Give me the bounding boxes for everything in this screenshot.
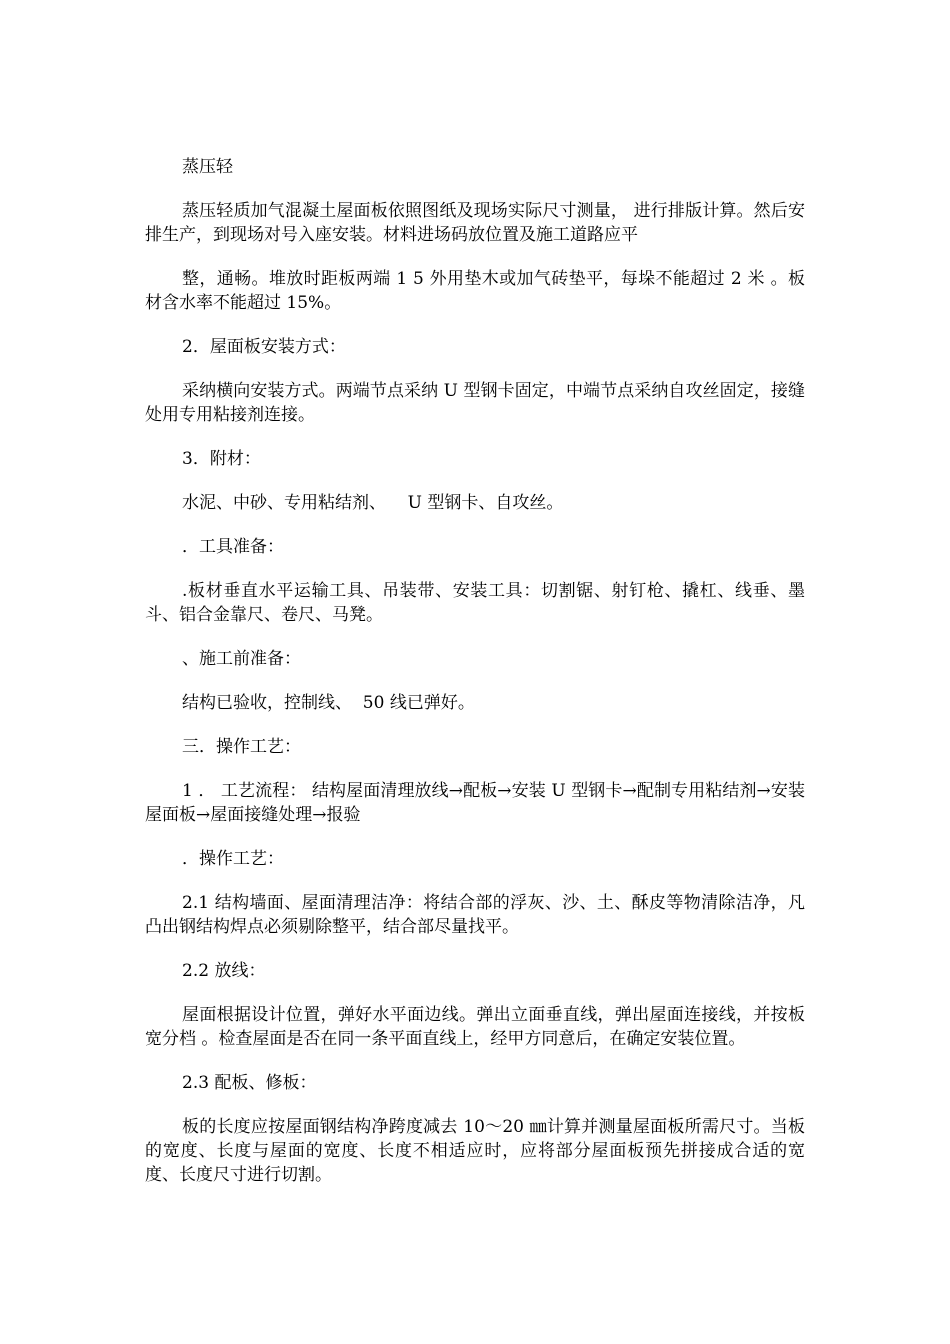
paragraph-heading-preparation: 、施工前准备： [182, 649, 301, 669]
paragraph-tools: .板材垂直水平运输工具、吊装带、安装工具：切割锯、射钉枪、撬杠、线垂、墨斗、铝合金靠尺、卷尺、马凳。 [145, 581, 805, 625]
paragraph-heading-operation: 三．操作工艺： [182, 737, 301, 757]
paragraph-heading-materials: 3．附材： [182, 449, 261, 469]
paragraph-install-method: 采纳横向安装方式。两端节点采纳 U 型钢卡固定，中端节点采纳自攻丝固定，接缝处用专用粘接剂连接。 [145, 381, 805, 425]
paragraph-step-2-3: 板的长度应按屋面钢结构净跨度减去 10～20 ㎜计算并测量屋面板所需尺寸。当板的宽度、长度与屋面的宽度、长度不相适应时，应将部分屋面板预先拼接成合适的宽度、长度尺寸进行切割。 [145, 1117, 805, 1185]
paragraph-step-2-1: 2.1 结构墙面、屋面清理洁净：将结合部的浮灰、沙、土、酥皮等物清除洁净，凡凸出钢结构焊点必须剔除整平，结合部尽量找平。 [145, 893, 805, 937]
paragraph-step-2-2: 屋面根据设计位置，弹好水平面边线。弹出立面垂直线，弹出屋面连接线，并按板宽分档 。检查屋面是否在同一条平面直线上，经甲方同意后，在确定安装位置。 [145, 1005, 805, 1049]
paragraph-heading-tools: ．工具准备： [182, 537, 284, 557]
paragraph-heading-install-method: 2．屋面板安装方式： [182, 337, 346, 357]
paragraph-preparation: 结构已验收，控制线、 50 线已弹好。 [182, 693, 475, 713]
paragraph-heading-autoclaved: 蒸压轻 [182, 157, 233, 177]
paragraph-heading-step-2-2: 2.2 放线： [182, 961, 266, 981]
paragraph-materials: 水泥、中砂、专用粘结剂、 U 型钢卡、自攻丝。 [182, 493, 564, 513]
document-body [145, 155, 805, 1207]
paragraph-intro: 蒸压轻质加气混凝土屋面板依照图纸及现场实际尺寸测量， 进行排版计算。然后安排生产，到现场对号入座安装。材料进场码放位置及施工道路应平 [145, 201, 805, 245]
paragraph-heading-step-2-3: 2.3 配板、修板： [182, 1073, 317, 1093]
paragraph-process-flow: 1 ． 工艺流程： 结构屋面清理放线→配板→安装 U 型钢卡→配制专用粘结剂→安装屋面板→屋面接缝处理→报验 [145, 781, 805, 825]
paragraph-heading-operation-steps: ．操作工艺： [182, 849, 284, 869]
paragraph-storage: 整，通畅。堆放时距板两端 1 5 外用垫木或加气砖垫平，每垛不能超过 2 米 。板材含水率不能超过 15%。 [145, 269, 805, 313]
